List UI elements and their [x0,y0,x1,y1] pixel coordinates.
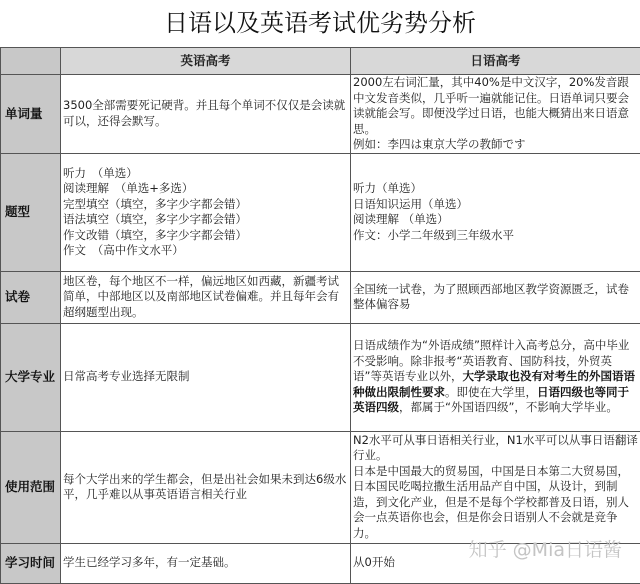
corner-cell [1,48,61,75]
english-cell: 地区卷，每个地区不一样，偏远地区如西藏，新疆考试简单，中部地区以及南部地区试卷偏难。并且每年会有超纲题型出现。 [61,271,351,323]
japanese-cell: 从0开始 [351,543,640,583]
table-row [1,271,640,323]
text-segment: ，都属于“外国语四级”，不影响大学毕业。 [399,400,618,414]
row-label: 单词量 [1,75,61,154]
japanese-cell: 全国统一试卷，为了照顾西部地区教学资源匮乏，试卷整体偏容易 [351,271,640,323]
row-label: 题型 [1,153,61,271]
english-cell: 3500全部需要死记硬背。并且每个单词不仅仅是会读就可以，还得会默写。 [61,75,351,154]
table-row [1,153,640,271]
row-label: 学习时间 [1,543,61,583]
comparison-table [0,47,640,584]
english-cell: 每个大学出来的学生都会，但是出社会如果未到达6级水平，几乎难以从事英语语言相关行业 [61,431,351,543]
english-cell: 日常高考专业选择无限制 [61,323,351,431]
page-title: 日语以及英语考试优劣势分析 [0,0,640,46]
table-row [1,431,640,543]
japanese-cell [351,323,640,431]
watermark: 知乎 @Mia日语酱 [469,535,622,562]
column-header-japanese: 日语高考 [351,48,640,75]
bold-text-segment: 大学录取也没有对考生的外国语语种做出限制性要求 [353,369,635,399]
english-cell: 学生已经学习多年，有一定基础。 [61,543,351,583]
row-label: 使用范围 [1,431,61,543]
text-segment: 日语成绩作为“外语成绩”照样计入高考总分，高中毕业不受影响。除非报考“英语教育、国防科技，外贸英语”等英语专业以外， [353,338,629,383]
row-label: 大学专业 [1,323,61,431]
japanese-cell: N2水平可从事日语相关行业，N1水平可以从事日语翻译行业。 日本是中国最大的贸易国，中国是日本第二大贸易国，日本国民吃喝拉撒生活用品产自中国，从设计，到制造，到文化产业，但是不是每个学校都普及日语，别人会一点英语你也会，但是你会日语别人不会就是竞争力。 [351,431,640,543]
text-segment: 。即使在大学里， [445,385,537,399]
header-row [1,48,640,75]
japanese-cell: 听力（单选） 日语知识运用（单选） 阅读理解 （单选） 作文：小学二年级到三年级水平 [351,153,640,271]
row-label: 试卷 [1,271,61,323]
bold-text-segment: 日语四级也等同于英语四级 [353,385,629,415]
japanese-cell: 2000左右词汇量，其中40%是中文汉字，20%发音跟中文发音类似，几乎听一遍就能记住。日语单词只要会读就能会写。即便没学过日语，也能大概猜出来日语意思。 例如：李四は東京大学の教師です [351,75,640,154]
english-cell: 听力 （单选） 阅读理解 （单选+多选） 完型填空（填空，多字少字都会错） 语法填空（填空，多字少字都会错） 作文改错（填空，多字少字都会错） 作文 （高中作文水平） [61,153,351,271]
table-row [1,75,640,154]
column-header-english: 英语高考 [61,48,351,75]
table-row [1,323,640,431]
